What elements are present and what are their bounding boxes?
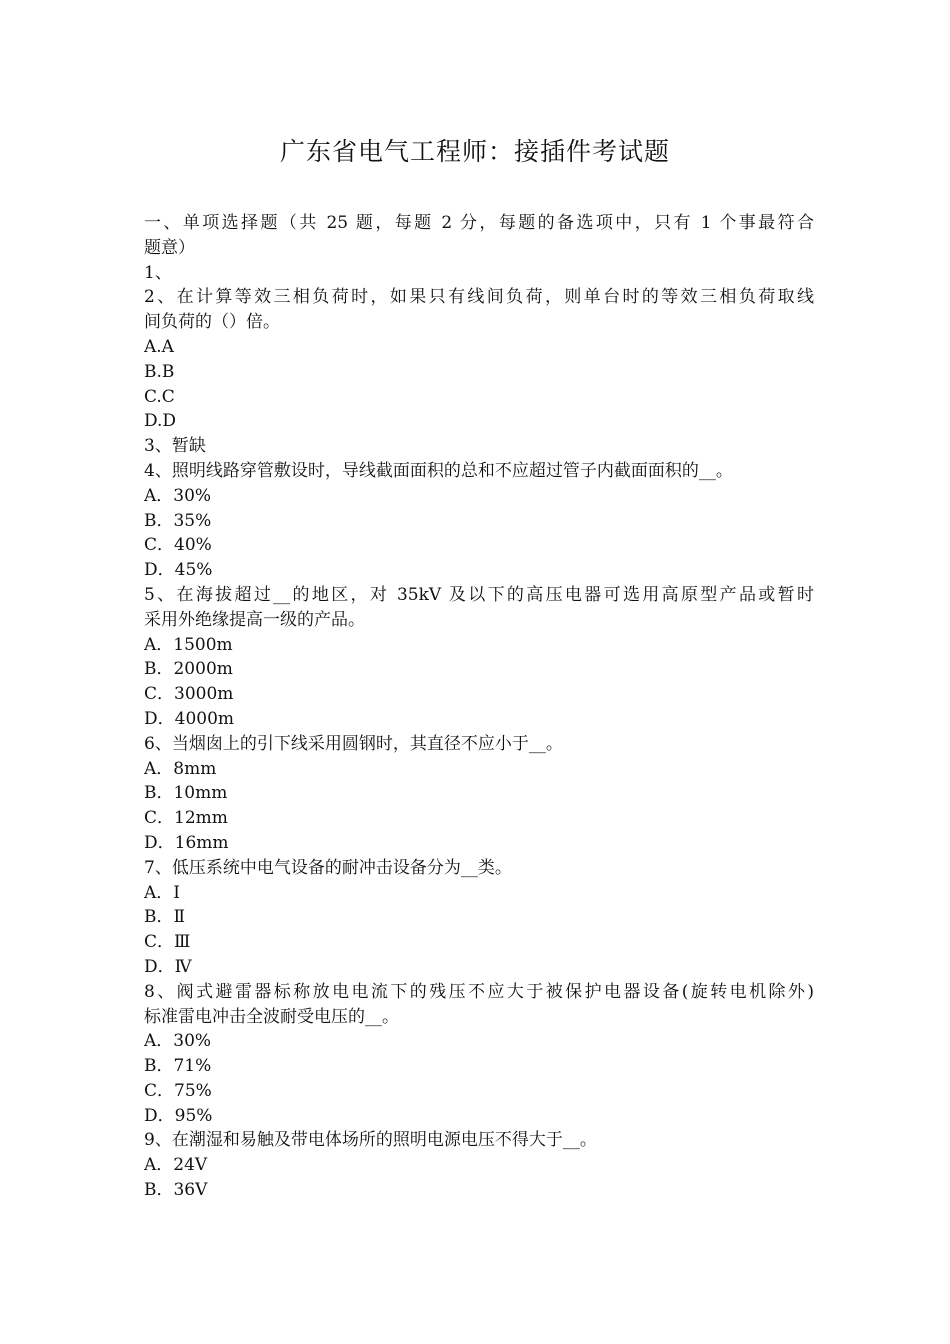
text-line: A．24V [144, 1155, 208, 1176]
document-body [144, 211, 814, 1203]
text-line: B．71% [144, 1056, 212, 1077]
text-line: 一、单项选择题（共 25 题，每题 2 分，每题的备选项中，只有 1 个事最符合 [144, 213, 814, 233]
text-line: B．36V [144, 1180, 208, 1201]
text-line: A．Ⅰ [144, 882, 180, 903]
text-line: 标准雷电冲击全波耐受电压的__。 [144, 1006, 399, 1027]
text-line: C．3000m [144, 684, 234, 705]
text-line: B．2000m [144, 659, 233, 680]
text-line: D．4000m [144, 708, 235, 729]
text-line: 4、照明线路穿管敷设时，导线截面面积的总和不应超过管子内截面面积的__。 [144, 460, 733, 481]
text-line: C．Ⅲ [144, 932, 191, 953]
text-line: A．1500m [144, 634, 233, 655]
text-line: D．95% [144, 1105, 213, 1126]
text-line: 7、低压系统中电气设备的耐冲击设备分为__类。 [144, 857, 512, 878]
text-line: C.C [144, 386, 175, 407]
text-line: B.B [144, 361, 175, 382]
text-line: B．10mm [144, 783, 228, 804]
text-line: 题意） [144, 237, 195, 258]
text-line: A．30% [144, 1031, 212, 1052]
text-line: 5、在海拔超过__的地区，对 35kV 及以下的高压电器可选用高原型产品或暂时 [144, 584, 814, 605]
text-line: 采用外绝缘提高一级的产品。 [144, 609, 365, 630]
text-line: A.A [144, 336, 174, 357]
text-line: 1、 [144, 262, 172, 283]
text-line: C．75% [144, 1080, 212, 1101]
text-line: 8、阀式避雷器标称放电电流下的残压不应大于被保护电器设备(旋转电机除外) [144, 981, 814, 1002]
text-line: 2、在计算等效三相负荷时，如果只有线间负荷，则单台时的等效三相负荷取线 [144, 287, 814, 308]
text-line: D．Ⅳ [144, 956, 192, 977]
text-line: D.D [144, 411, 177, 432]
text-line: A．8mm [144, 758, 217, 779]
text-line: 间负荷的（）倍。 [144, 312, 280, 333]
text-line: 6、当烟囱上的引下线采用圆钢时，其直径不应小于__。 [144, 733, 563, 754]
text-line: B．Ⅱ [144, 907, 186, 928]
text-line: C．12mm [144, 808, 228, 829]
text-line: 9、在潮湿和易触及带电体场所的照明电源电压不得大于__。 [144, 1130, 597, 1151]
document-title: 广东省电气工程师：接插件考试题 [279, 137, 670, 166]
text-line: D．45% [144, 560, 213, 581]
text-line: A．30% [144, 485, 212, 506]
text-line: B．35% [144, 510, 212, 531]
text-line: C．40% [144, 535, 212, 556]
text-line: D．16mm [144, 832, 229, 853]
text-line: 3、暂缺 [144, 436, 206, 457]
